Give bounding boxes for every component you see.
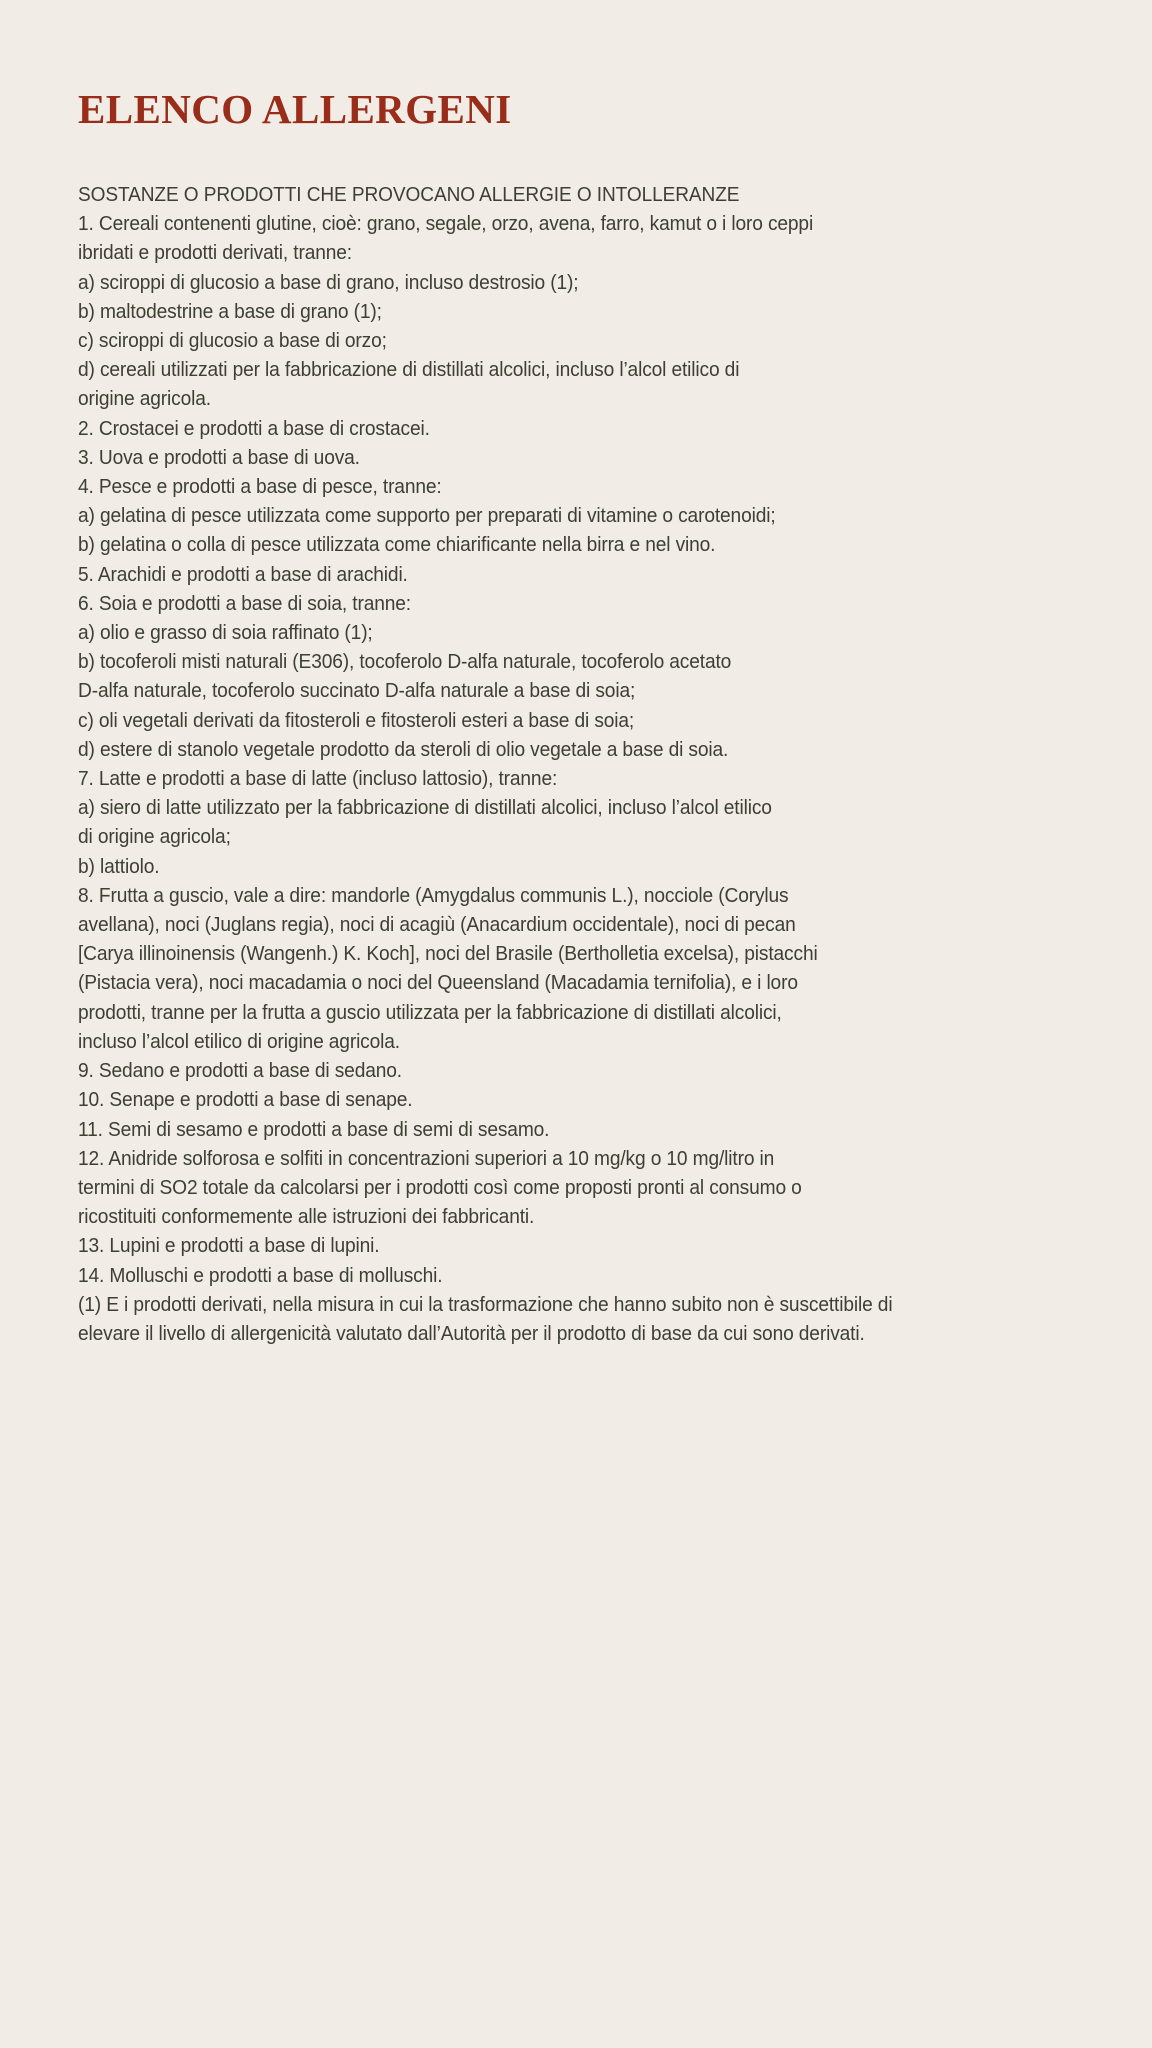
allergen-line: 12. Anidride solforosa e solfiti in concentrazioni superiori a 10 mg/kg o 10 mg/litro in: [78, 1146, 775, 1170]
allergen-line: 6. Soia e prodotti a base di soia, tranne:: [78, 591, 411, 615]
allergen-line: b) maltodestrine a base di grano (1);: [78, 299, 382, 323]
allergen-line: b) lattiolo.: [78, 854, 160, 878]
allergen-line: (Pistacia vera), noci macadamia o noci del Queensland (Macadamia ternifolia), e i loro: [78, 971, 798, 995]
allergen-line: [Carya illinoinensis (Wangenh.) K. Koch], noci del Brasile (Bertholletia excelsa), pistacchi: [78, 942, 818, 966]
allergen-line: d) cereali utilizzati per la fabbricazione di distillati alcolici, incluso l’alcol etilico di: [78, 358, 740, 382]
allergen-line: c) oli vegetali derivati da fitosteroli e fitosteroli esteri a base di soia;: [78, 708, 635, 732]
allergen-line: ricostituiti conformemente alle istruzioni dei fabbricanti.: [78, 1205, 535, 1229]
allergen-line: 13. Lupini e prodotti a base di lupini.: [78, 1234, 380, 1258]
allergen-line: a) gelatina di pesce utilizzata come supporto per preparati di vitamine o carotenoidi;: [78, 504, 776, 528]
allergen-line: (1) E i prodotti derivati, nella misura in cui la trasformazione che hanno subito non è suscettibile di: [78, 1292, 893, 1316]
allergen-line: prodotti, tranne per la frutta a guscio utilizzata per la fabbricazione di distillati alcolici,: [78, 1000, 782, 1024]
allergen-line: 3. Uova e prodotti a base di uova.: [78, 445, 360, 469]
allergen-line: a) olio e grasso di soia raffinato (1);: [78, 621, 373, 645]
allergen-line: 7. Latte e prodotti a base di latte (incluso lattosio), tranne:: [78, 767, 558, 791]
allergen-line: 5. Arachidi e prodotti a base di arachidi.: [78, 562, 408, 586]
allergen-line: 10. Senape e prodotti a base di senape.: [78, 1088, 413, 1112]
allergen-content: [78, 180, 893, 1348]
allergen-line: 14. Molluschi e prodotti a base di molluschi.: [78, 1263, 443, 1287]
allergen-line: elevare il livello di allergenicità valutato dall’Autorità per il prodotto di base da cui sono derivati.: [78, 1321, 865, 1345]
allergen-line: avellana), noci (Juglans regia), noci di acagiù (Anacardium occidentale), noci di pecan: [78, 913, 796, 937]
allergen-line: di origine agricola;: [78, 825, 231, 849]
allergen-line: b) gelatina o colla di pesce utilizzata come chiarificante nella birra e nel vino.: [78, 533, 716, 557]
allergen-line: termini di SO2 totale da calcolarsi per i prodotti così come proposti pronti al consumo o: [78, 1175, 802, 1199]
allergen-line: d) estere di stanolo vegetale prodotto da steroli di olio vegetale a base di soia.: [78, 737, 729, 761]
allergen-line: b) tocoferoli misti naturali (E306), tocoferolo D-alfa naturale, tocoferolo acetato: [78, 650, 732, 674]
allergen-line: 1. Cereali contenenti glutine, cioè: grano, segale, orzo, avena, farro, kamut o i loro ceppi: [78, 212, 814, 236]
allergen-line: 9. Sedano e prodotti a base di sedano.: [78, 1059, 402, 1083]
allergen-line: 8. Frutta a guscio, vale a dire: mandorle (Amygdalus communis L.), nocciole (Corylus: [78, 883, 789, 907]
allergen-line: 2. Crostacei e prodotti a base di crostacei.: [78, 416, 430, 440]
allergen-line: incluso l’alcol etilico di origine agricola.: [78, 1029, 400, 1053]
allergen-line: origine agricola.: [78, 387, 211, 411]
section-subheading: SOSTANZE O PRODOTTI CHE PROVOCANO ALLERGIE O INTOLLERANZE: [78, 183, 740, 206]
allergen-line: D-alfa naturale, tocoferolo succinato D-alfa naturale a base di soia;: [78, 679, 636, 703]
allergen-line-list: [78, 209, 893, 1348]
allergen-line: 4. Pesce e prodotti a base di pesce, tranne:: [78, 475, 442, 499]
page-title: ELENCO ALLERGENI: [78, 86, 512, 132]
allergen-line: a) siero di latte utilizzato per la fabbricazione di distillati alcolici, incluso l’alcol etilico: [78, 796, 772, 820]
allergen-line: 11. Semi di sesamo e prodotti a base di semi di sesamo.: [78, 1117, 550, 1141]
allergen-line: c) sciroppi di glucosio a base di orzo;: [78, 329, 387, 353]
allergen-line: a) sciroppi di glucosio a base di grano, incluso destrosio (1);: [78, 270, 579, 294]
allergen-line: ibridati e prodotti derivati, tranne:: [78, 241, 352, 265]
